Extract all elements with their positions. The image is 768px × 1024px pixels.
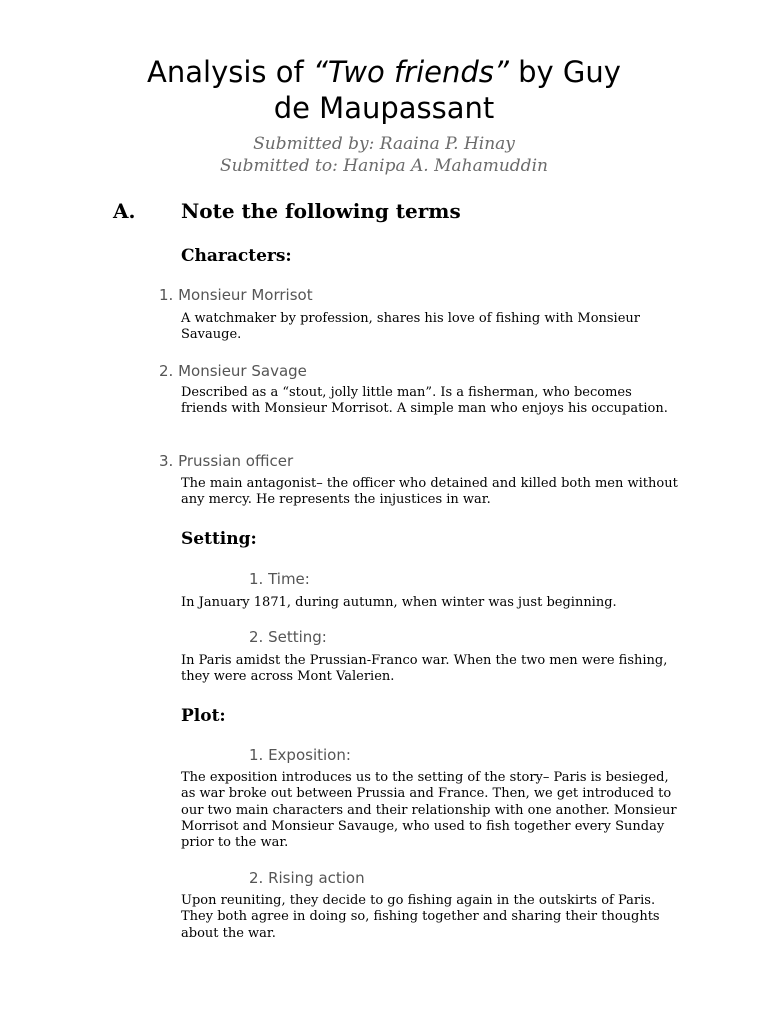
plot-heading: Plot:: [181, 706, 226, 726]
character-2-label: 2. Monsieur Savage: [159, 362, 307, 380]
plot-1-description: The exposition introduces us to the setting of the story– Paris is besieged, as war broke out between Prussia and France. Then, we get introduced to our two main characters and their relationship with one another. Monsieur Morrisot and Monsieur Savauge, who used to fish together every Sunday prior to the war.: [181, 770, 677, 851]
section-letter: A.: [113, 199, 136, 223]
plot-2-label: 2. Rising action: [249, 869, 365, 887]
character-2-description: Described as a “stout, jolly little man”. Is a fisherman, who becomes friends with Monsieur Morrisot. A simple man who enjoys his occupation.: [181, 385, 668, 417]
setting-2-label: 2. Setting:: [249, 628, 327, 646]
submitted-by: Submitted by: Raaina P. Hinay: [253, 134, 515, 154]
section-heading: Note the following terms: [181, 199, 461, 223]
title-line-2: de Maupassant: [273, 91, 495, 125]
setting-1-label: 1. Time:: [249, 570, 310, 588]
setting-1-description: In January 1871, during autumn, when winter was just beginning.: [181, 595, 617, 610]
plot-1-label: 1. Exposition:: [249, 746, 351, 764]
character-3-description: The main antagonist– the officer who detained and killed both men without any mercy. He represents the injustices in war.: [181, 476, 678, 508]
character-1-label: 1. Monsieur Morrisot: [159, 286, 313, 304]
setting-heading: Setting:: [181, 529, 257, 549]
title-prefix: Analysis of: [147, 55, 313, 89]
character-1-description: A watchmaker by profession, shares his love of fishing with Monsieur Savauge.: [181, 311, 640, 343]
setting-2-description: In Paris amidst the Prussian-Franco war. When the two men were fishing, they were across Mont Valerien.: [181, 653, 668, 685]
characters-heading: Characters:: [181, 246, 292, 266]
character-3-label: 3. Prussian officer: [159, 452, 294, 470]
document-title: [0, 54, 768, 126]
title-story-name: “Two friends”: [312, 55, 509, 89]
plot-2-description: Upon reuniting, they decide to go fishing again in the outskirts of Paris. They both agree in doing so, fishing together and sharing their thoughts about the war.: [181, 893, 660, 941]
submitted-to: Submitted to: Hanipa A. Mahamuddin: [220, 156, 548, 176]
title-suffix: by Guy: [508, 55, 621, 89]
